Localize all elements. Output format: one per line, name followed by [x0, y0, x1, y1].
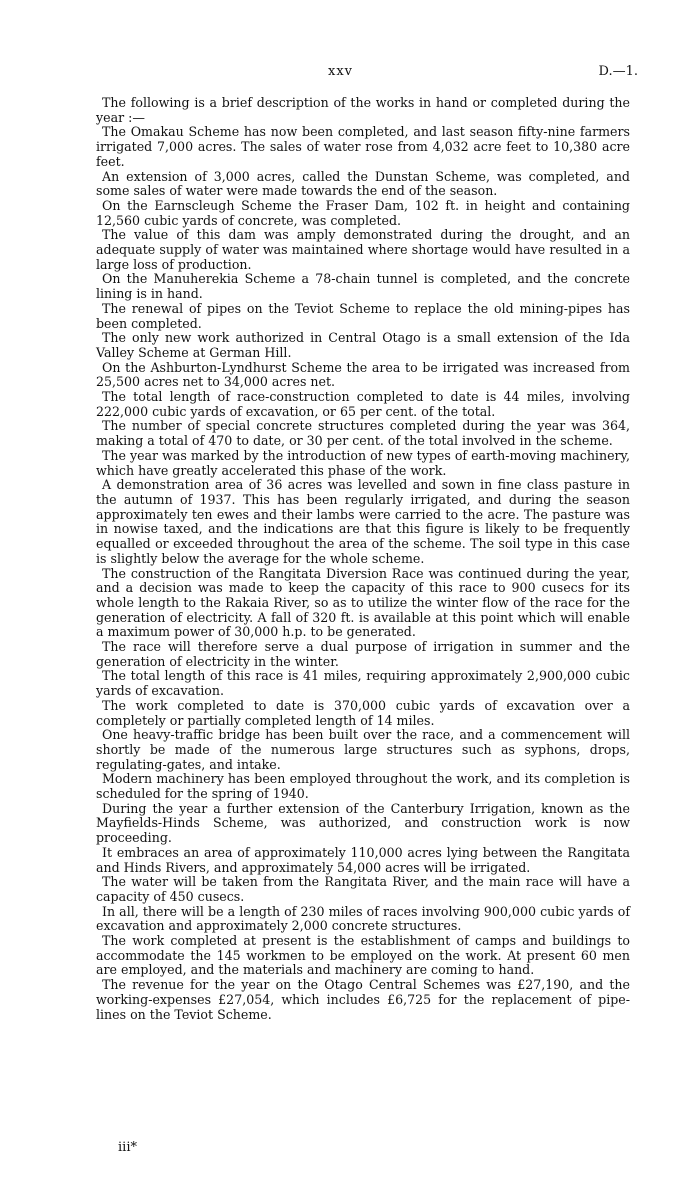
paragraph: In all, there will be a length of 230 miles of races involving 900,000 cubic yards of excavation and approximately 2,000 concrete structures. [96, 903, 630, 934]
paragraph: The construction of the Rangitata Diversion Race was continued during the year, and a decision was made to keep the capacity of this race to 900 cusecs for its whole length to the Rakaia River, so as to utilize the winter flow of the race for the generation of electricity. A fall of 320 ft. is available at this point which will enable a maximum power of 30,000 h.p. to be generated. [96, 565, 630, 640]
paragraph: The water will be taken from the Rangitata River, and the main race will have a capacity of 450 cusecs. [96, 874, 630, 904]
page-number: xxv [328, 64, 354, 79]
paragraph: It embraces an area of approximately 110,000 acres lying between the Rangitata and Hinds Rivers, and approximately 54,000 acres will be irrigated. [96, 844, 630, 875]
paragraph: The work completed to date is 370,000 cubic yards of excavation over a completely or partially completed length of 14 miles. [96, 697, 630, 728]
paragraph: The following is a brief description of the works in hand or completed during the year :— [96, 95, 630, 125]
paragraph: The only new work authorized in Central Otago is a small extension of the Ida Valley Scheme at German Hill. [96, 330, 630, 360]
paragraph: The year was marked by the introduction of new types of earth-moving machinery, which have greatly accelerated this phase of the work. [96, 447, 630, 478]
paragraph: The work completed at present is the establishment of camps and buildings to accommodate the 145 workmen to be employed on the work. At present 60 men are employed, and the materials and machinery are coming to hand. [96, 933, 630, 978]
paragraph: An extension of 3,000 acres, called the Dunstan Scheme, was completed, and some sales of water were made towards the end of the season. [96, 168, 630, 199]
page-header [0, 64, 700, 82]
paragraph: A demonstration area of 36 acres was levelled and sown in fine class pasture in the autumn of 1937. This has been regularly irrigated, and during the season approximately ten ewes and their lambs were carried to the acre. The pasture was in nowise taxed, and the indications are that this figure is likely to be frequently equalled or exceeded throughout the area of the scheme. The soil type in this case is slightly below the average for the whole scheme. [96, 477, 630, 566]
signature-mark: iii* [118, 1140, 137, 1155]
paragraph: On the Earnscleugh Scheme the Fraser Dam, 102 ft. in height and containing 12,560 cubic yards of concrete, was completed. [96, 197, 630, 228]
paragraph: The race will therefore serve a dual purpose of irrigation in summer and the generation of electricity in the winter. [96, 639, 630, 669]
paragraph: The total length of this race is 41 miles, requiring approximately 2,900,000 cubic yards of excavation. [96, 668, 630, 699]
paragraph: The revenue for the year on the Otago Central Schemes was £27,190, and the working-expenses £27,054, which includes £6,725 for the replacement of pipe-lines on the Teviot Scheme. [96, 977, 630, 1022]
paragraph: The total length of race-construction completed to date is 44 miles, involving 222,000 cubic yards of excavation, or 65 per cent. of the total. [96, 389, 630, 419]
paragraph: The Omakau Scheme has now been completed, and last season fifty-nine farmers irrigated 7,000 acres. The sales of water rose from 4,032 acre feet to 10,380 acre feet. [96, 124, 630, 169]
paragraph: The renewal of pipes on the Teviot Scheme to replace the old mining-pipes has been completed. [96, 300, 630, 331]
paragraph: Modern machinery has been employed throughout the work, and its completion is scheduled for the spring of 1940. [96, 771, 630, 802]
body-text [96, 96, 630, 1022]
paragraph: The value of this dam was amply demonstrated during the drought, and an adequate supply of water was maintained where shortage would have resulted in a large loss of production. [96, 227, 630, 272]
paragraph: During the year a further extension of the Canterbury Irrigation, known as the Mayfields-Hinds Scheme, was authorized, and construction work is now proceeding. [96, 800, 630, 846]
document-reference: D.—1. [598, 64, 638, 79]
paragraph: One heavy-traffic bridge has been built over the race, and a commencement will shortly be made of the numerous large structures such as syphons, drops, regulating-gates, and intake. [96, 727, 630, 772]
paragraph: The number of special concrete structures completed during the year was 364, making a total of 470 to date, or 30 per cent. of the total involved in the scheme. [96, 418, 630, 449]
paragraph: On the Manuherekia Scheme a 78-chain tunnel is completed, and the concrete lining is in hand. [96, 271, 630, 302]
paragraph: On the Ashburton-Lyndhurst Scheme the area to be irrigated was increased from 25,500 acres net to 34,000 acres net. [96, 359, 630, 390]
